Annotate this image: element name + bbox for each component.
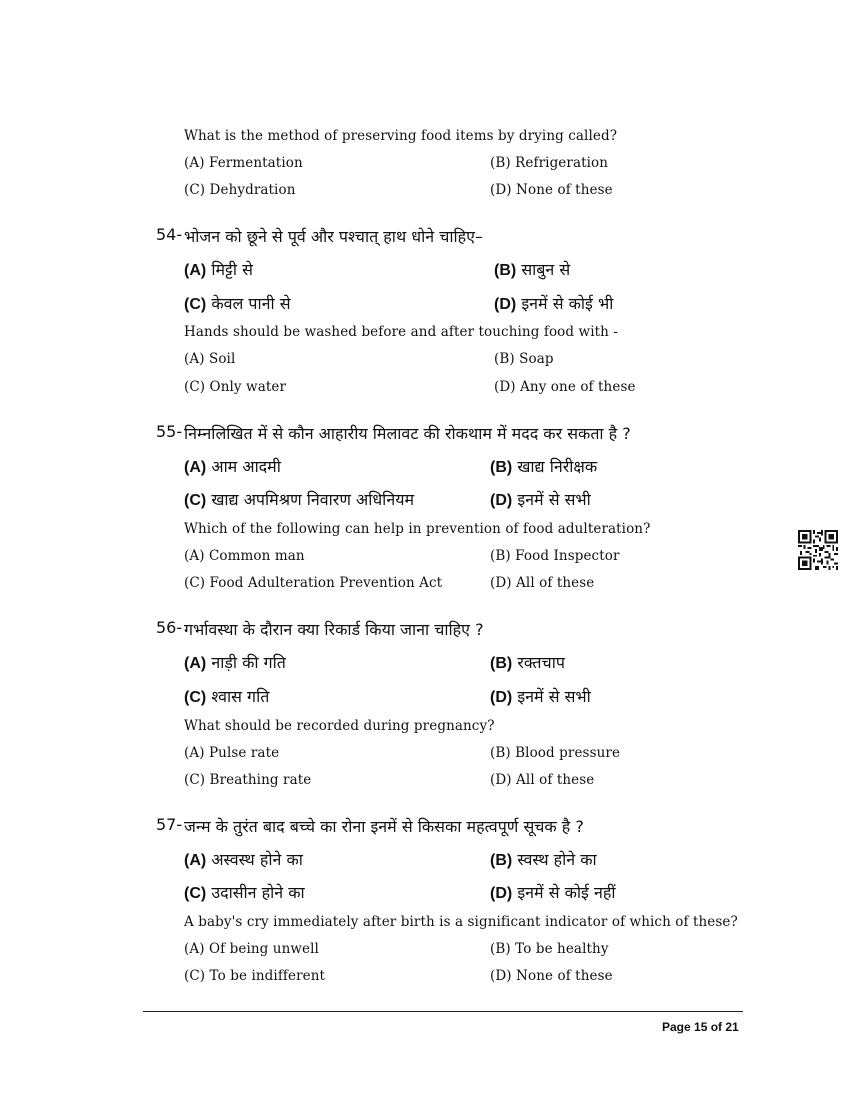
- option-text: इनमें से सभी: [517, 490, 591, 509]
- q56-en-question: What should be recorded during pregnancy?: [184, 718, 495, 734]
- q53-en-question: What is the method of preserving food items by drying called?: [184, 128, 618, 144]
- option-text: खाद्य निरीक्षक: [517, 457, 598, 476]
- q55-en-option-a: (A) Common man: [184, 548, 305, 564]
- q55-hi-option-d: [490, 488, 591, 510]
- q55-hi-option-a: [184, 455, 281, 477]
- option-text: केवल पानी से: [211, 294, 291, 313]
- q55-hi-option-c: [184, 488, 414, 510]
- q55-en-option-c: (C) Food Adulteration Prevention Act: [184, 575, 443, 591]
- option-text: इनमें से कोई नहीं: [517, 883, 616, 902]
- option-text: साबुन से: [521, 260, 571, 279]
- q53-en-option-a: (A) Fermentation: [184, 155, 303, 171]
- q55-en-option-b: (B) Food Inspector: [490, 548, 620, 564]
- q56-hi-question: गर्भावस्था के दौरान क्या रिकार्ड किया जाना चाहिए ?: [184, 620, 484, 639]
- q55-hi-option-b: [490, 455, 597, 477]
- q57-en-question: A baby's cry immediately after birth is a significant indicator of which of these?: [184, 914, 738, 930]
- q56-en-option-a: (A) Pulse rate: [184, 745, 280, 761]
- q56-en-option-b: (B) Blood pressure: [490, 745, 621, 761]
- q57-en-option-d: (D) None of these: [490, 968, 613, 984]
- option-text: मिट्टी से: [211, 260, 253, 279]
- q56-en-option-d: (D) All of these: [490, 772, 595, 788]
- q55-en-option-d: (D) All of these: [490, 575, 595, 591]
- option-label: (A): [184, 852, 207, 869]
- q56-hi-option-b: [490, 651, 565, 673]
- q54-en-option-a: (A) Soil: [184, 351, 236, 367]
- q57-hi-option-a: [184, 848, 303, 870]
- q57-number: 57-: [156, 815, 183, 834]
- footer-divider: [143, 1011, 743, 1012]
- q57-hi-question: जन्म के तुरंत बाद बच्चे का रोना इनमें से किसका महत्वपूर्ण सूचक है ?: [184, 817, 584, 836]
- option-label: (D): [490, 689, 513, 706]
- option-text: स्वस्थ होने का: [517, 850, 597, 869]
- option-label: (B): [490, 459, 513, 476]
- q57-en-option-c: (C) To be indifferent: [184, 968, 326, 984]
- q54-en-question: Hands should be washed before and after touching food with -: [184, 324, 618, 340]
- option-label: (A): [184, 655, 207, 672]
- q54-number: 54-: [156, 225, 183, 244]
- q55-number: 55-: [156, 422, 183, 441]
- option-text: रक्तचाप: [517, 653, 565, 672]
- option-text: इनमें से कोई भी: [521, 294, 614, 313]
- option-text: उदासीन होने का: [211, 883, 305, 902]
- option-label: (B): [490, 655, 513, 672]
- q56-en-option-c: (C) Breathing rate: [184, 772, 312, 788]
- page-number: Page 15 of 21: [662, 1020, 739, 1034]
- q57-en-option-b: (B) To be healthy: [490, 941, 609, 957]
- q54-en-option-d: (D) Any one of these: [494, 379, 636, 395]
- q55-en-question: Which of the following can help in prevention of food adulteration?: [184, 521, 651, 537]
- option-label: (A): [184, 262, 207, 279]
- q53-en-option-b: (B) Refrigeration: [490, 155, 609, 171]
- q53-en-option-c: (C) Dehydration: [184, 182, 296, 198]
- option-label: (C): [184, 296, 207, 313]
- option-label: (C): [184, 492, 207, 509]
- q54-hi-option-a: [184, 258, 253, 280]
- q56-hi-option-c: [184, 685, 269, 707]
- q54-hi-question: भोजन को छूने से पूर्व और पश्चात् हाथ धोने चाहिए–: [184, 227, 483, 246]
- option-text: आम आदमी: [211, 457, 281, 476]
- option-text: इनमें से सभी: [517, 687, 591, 706]
- q54-en-option-b: (B) Soap: [494, 351, 554, 367]
- option-text: श्वास गति: [211, 687, 270, 706]
- q54-en-option-c: (C) Only water: [184, 379, 287, 395]
- q57-hi-option-d: [490, 881, 616, 903]
- q56-hi-option-d: [490, 685, 591, 707]
- q55-hi-question: निम्नलिखित में से कौन आहारीय मिलावट की रोकथाम में मदद कर सकता है ?: [184, 424, 631, 443]
- q53-en-option-d: (D) None of these: [490, 182, 613, 198]
- option-label: (D): [490, 885, 513, 902]
- qr-code-icon: [798, 530, 838, 570]
- option-label: (D): [490, 492, 513, 509]
- q54-hi-option-c: [184, 292, 291, 314]
- option-label: (C): [184, 885, 207, 902]
- option-label: (D): [494, 296, 517, 313]
- option-label: (B): [490, 852, 513, 869]
- q57-hi-option-b: [490, 848, 597, 870]
- option-text: खाद्य अपमिश्रण निवारण अधिनियम: [211, 490, 415, 509]
- option-text: नाड़ी की गति: [211, 653, 286, 672]
- q54-hi-option-b: [494, 258, 570, 280]
- option-label: (C): [184, 689, 207, 706]
- q56-number: 56-: [156, 618, 183, 637]
- q57-en-option-a: (A) Of being unwell: [184, 941, 319, 957]
- option-text: अस्वस्थ होने का: [211, 850, 303, 869]
- q56-hi-option-a: [184, 651, 286, 673]
- option-label: (A): [184, 459, 207, 476]
- q54-hi-option-d: [494, 292, 613, 314]
- option-label: (B): [494, 262, 517, 279]
- q57-hi-option-c: [184, 881, 305, 903]
